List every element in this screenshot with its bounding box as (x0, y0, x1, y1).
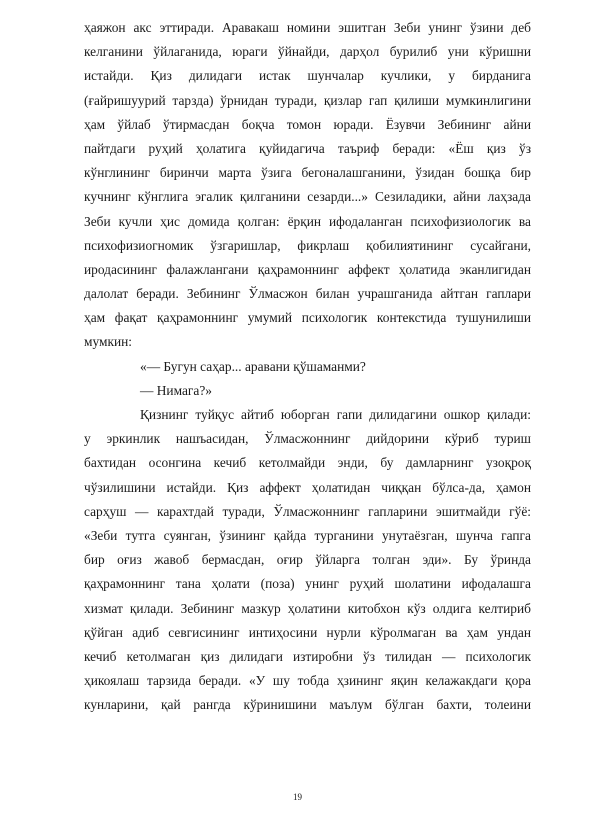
text-line: хизмат қилади. Зебининг мазкур ҳолатини китобхон кўз олдига келтириб (84, 600, 531, 616)
text-line: ҳаяжон акс эттиради. Аравакаш номини эшитган Зеби унинг ўзини деб (84, 20, 531, 35)
text-line: бахтидан осонгина кечиб кетолмайди энди, бу дамларнинг узоқроқ (84, 455, 531, 471)
text-line: «— Бугун саҳар... аравани қўшаманми? (140, 358, 366, 374)
text-line: у эркинлик нашъасидан, Ўлмасжоннинг дийдорини кўриб туриш (84, 431, 531, 447)
text-line: иродасининг фалажлангани қаҳрамоннинг аффект ҳолатида эканлигидан (84, 261, 531, 277)
text-line: психофизиогномик ўзгаришлар, фикрлаш қобилиятининг сусайгани, (84, 237, 531, 253)
text-line: — Нимага?» (140, 382, 212, 398)
text-line: далолат беради. Зебининг Ўлмасжон билан учрашганида айтган гаплари (84, 286, 531, 302)
text-line: ҳикоялаш тарзида беради. «У шу тобда ҳзининг яқин келажакдаги қора (84, 673, 531, 689)
text-line: келганини ўйлаганида, юраги ўйнайди, дарҳол бурилиб уни кўришни (84, 44, 531, 60)
text-line: «Зеби тутга суянган, ўзининг қайда турганини унутаёзган, шунча гапга (84, 527, 531, 543)
text-line: кучнинг кўнглига эгалик қилганини сезарди...» Сезиладики, айни лаҳзада (84, 189, 531, 205)
text-line: кечиб кетолмаган қиз дилидаги изтиробни ўз тилидан — психологик (84, 648, 531, 664)
text-line: кунларини, қай рангда кўринишини маълум бўлган бахти, толеини (84, 697, 531, 713)
body-text (84, 16, 531, 717)
text-line: чўзилишини истайди. Қиз аффект ҳолатидан чиққан бўлса-да, ҳамон (84, 479, 531, 495)
text-line: Зеби кучли ҳис домида қолган: ёрқин ифодаланган психофизиологик ва (84, 213, 531, 229)
text-line: бир оғиз жавоб бермасдан, оғир ўйларга толган эди». Бу ўринда (84, 552, 531, 568)
page-number: 19 (293, 792, 302, 802)
text-line: истайди. Қиз дилидаги истак шунчалар кучлики, у бирданига (84, 68, 531, 84)
text-line: кўнглининг биринчи марта ўзига бегоналашганини, ўзидан бошқа бир (84, 165, 531, 181)
text-line: мумкин: (84, 334, 133, 350)
text-line: ҳам фақат қаҳрамоннинг умумий психологик контекстида тушунилиши (84, 310, 531, 326)
text-line: сарҳуш — карахтдай туради, Ўлмасжоннинг гапларини эшитмайди гўё: (84, 503, 531, 519)
text-line: Қизнинг туйқус айтиб юборган гапи дилидагини ошкор қилади: (140, 407, 531, 422)
text-line: қаҳрамоннинг тана ҳолати (поза) унинг руҳий шолатини ифодалашга (84, 576, 531, 592)
text-line: (ғайришуурий тарзда) ўрнидан туради, қизлар гап қилиши мумкинлигини (84, 92, 531, 108)
text-line: қўйган адиб севгисининг интиҳосини нурли кўролмаган ва ҳам ундан (84, 624, 531, 640)
text-line: пайтдаги руҳий ҳолатига қуйидагича таъриф беради: «Ёш қиз ўз (84, 140, 531, 156)
text-line: ҳам ўйлаб ўтирмасдан боқча томон юради. Ёзувчи Зебининг айни (84, 116, 531, 132)
